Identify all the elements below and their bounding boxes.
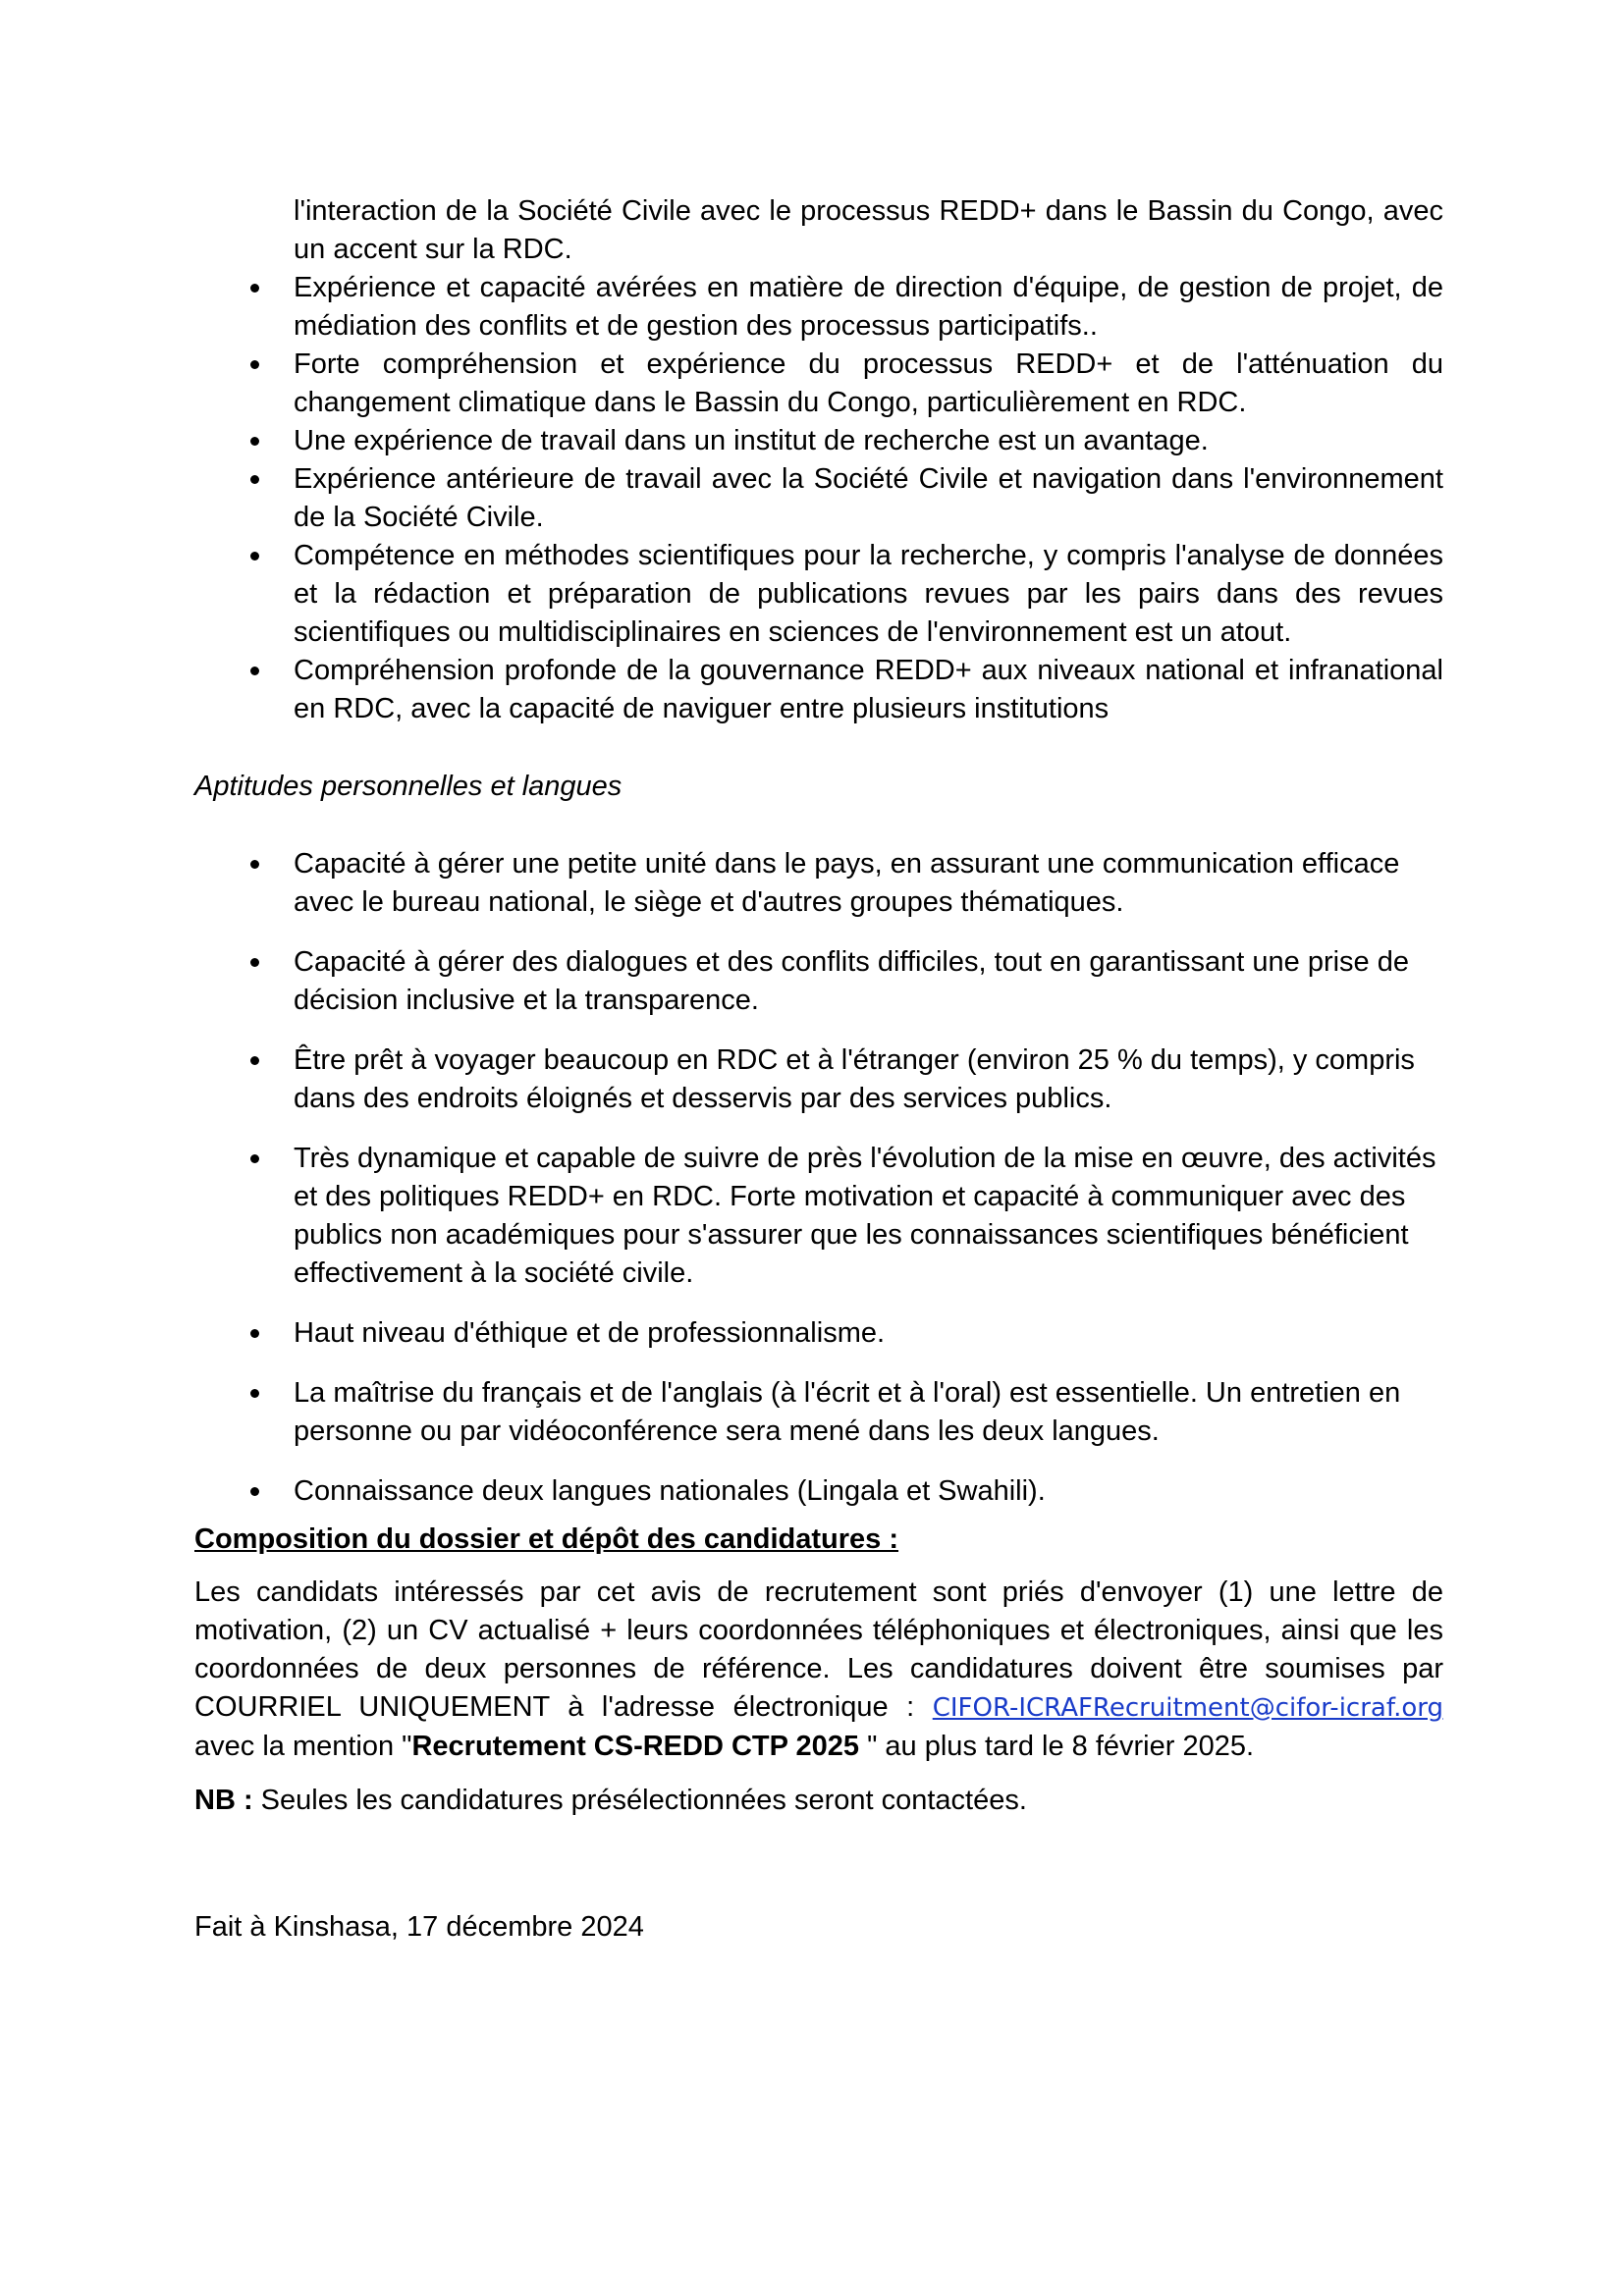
mention-text: Recrutement CS-REDD CTP 2025	[411, 1731, 860, 1762]
bullet-icon	[250, 360, 259, 369]
intro-continuation: l'interaction de la Société Civile avec le processus REDD+ dans le Bassin du Congo, avec un accent sur la RDC.	[294, 195, 1443, 265]
list-item-text: Très dynamique et capable de suivre de près l'évolution de la mise en œuvre, des activités et des politiques REDD+ en RDC. Forte motivation et capacité à communiquer avec des publics non académiques pour s'assurer que les connaissances scientifiques bénéficient effectivement à la société civile.	[294, 1143, 1436, 1289]
bullet-icon	[250, 1056, 259, 1065]
bullet-icon	[250, 1487, 259, 1496]
list-item-text: Compréhension profonde de la gouvernance REDD+ aux niveaux national et infranational en RDC, avec la capacité de naviguer entre plusieurs institutions	[294, 655, 1443, 724]
document-page	[194, 192, 1443, 1947]
nb-note	[194, 1782, 1443, 1820]
nb-label: NB :	[194, 1785, 253, 1816]
list-item-text: Connaissance deux langues nationales (Lingala et Swahili).	[294, 1475, 1046, 1507]
list-item-text: Forte compréhension et expérience du processus REDD+ et de l'atténuation du changement climatique dans le Bassin du Congo, particulièrement en RDC.	[294, 348, 1443, 418]
list-item	[194, 422, 1443, 460]
application-heading: Composition du dossier et dépôt des candidatures :	[194, 1523, 899, 1555]
application-text: Les candidats intéressés par cet avis de recrutement sont priés d'envoyer (1) une lettre de motivation, (2) un CV actualisé + leurs coordonnées téléphoniques et électroniques, ainsi que les coordonnées de deux personnes de référence. Les candidatures doivent être soumises par COURRIEL UNIQUEMENT à l'adresse électronique :	[194, 1576, 1443, 1723]
list-item-text: Compétence en méthodes scientifiques pour la recherche, y compris l'analyse de données et la rédaction et préparation de publications revues par les pairs dans des revues scientifiques ou multidisciplinaires en sciences de l'environnement est un atout.	[294, 540, 1443, 648]
skills-list	[194, 845, 1443, 1511]
bullet-icon	[250, 437, 259, 446]
bullet-icon	[250, 1389, 259, 1398]
list-item	[194, 1140, 1443, 1293]
bullet-icon	[250, 1154, 259, 1163]
list-item-text: La maîtrise du français et de l'anglais (à l'écrit et à l'oral) est essentielle. Un entretien en personne ou par vidéoconférence sera mené dans les deux langues.	[294, 1377, 1401, 1447]
list-item-text: Capacité à gérer des dialogues et des conflits difficiles, tout en garantissant une prise de décision inclusive et la transparence.	[294, 946, 1409, 1016]
list-item-text: Capacité à gérer une petite unité dans le pays, en assurant une communication efficace avec le bureau national, le siège et d'autres groupes thématiques.	[294, 848, 1400, 918]
list-item	[194, 652, 1443, 728]
bullet-icon	[250, 475, 259, 484]
bullet-icon	[250, 667, 259, 675]
application-paragraph	[194, 1574, 1443, 1766]
place-date: Fait à Kinshasa, 17 décembre 2024	[194, 1911, 644, 1943]
list-item	[194, 1472, 1443, 1511]
list-item	[194, 1374, 1443, 1451]
email-link[interactable]: CIFOR-ICRAFRecruitment@cifor-icraf.org	[932, 1693, 1443, 1723]
bullet-icon	[250, 284, 259, 293]
list-item	[194, 537, 1443, 652]
skills-heading: Aptitudes personnelles et langues	[194, 771, 623, 802]
list-item	[194, 460, 1443, 537]
list-item	[194, 269, 1443, 346]
bullet-icon	[250, 1329, 259, 1338]
bullet-icon	[250, 958, 259, 967]
list-item-text: Expérience antérieure de travail avec la Société Civile et navigation dans l'environnement de la Société Civile.	[294, 463, 1443, 533]
experience-list	[194, 269, 1443, 728]
list-item-text: Expérience et capacité avérées en matière de direction d'équipe, de gestion de projet, de médiation des conflits et de gestion des processus participatifs..	[294, 272, 1443, 342]
bullet-icon	[250, 552, 259, 561]
application-text-mention: avec la mention "	[194, 1731, 412, 1762]
list-item	[194, 1314, 1443, 1353]
list-item	[194, 943, 1443, 1020]
list-item-text: Une expérience de travail dans un institut de recherche est un avantage.	[294, 425, 1209, 456]
bullet-icon	[250, 860, 259, 869]
list-item	[194, 845, 1443, 922]
list-item-text: Haut niveau d'éthique et de professionnalisme.	[294, 1317, 886, 1349]
application-deadline: " au plus tard le 8 février 2025.	[859, 1731, 1255, 1762]
nb-text: Seules les candidatures présélectionnées seront contactées.	[252, 1785, 1027, 1816]
list-item-text: Être prêt à voyager beaucoup en RDC et à l'étranger (environ 25 % du temps), y compris dans des endroits éloignés et desservis par des services publics.	[294, 1044, 1415, 1114]
list-item	[194, 1041, 1443, 1118]
list-item	[194, 346, 1443, 422]
